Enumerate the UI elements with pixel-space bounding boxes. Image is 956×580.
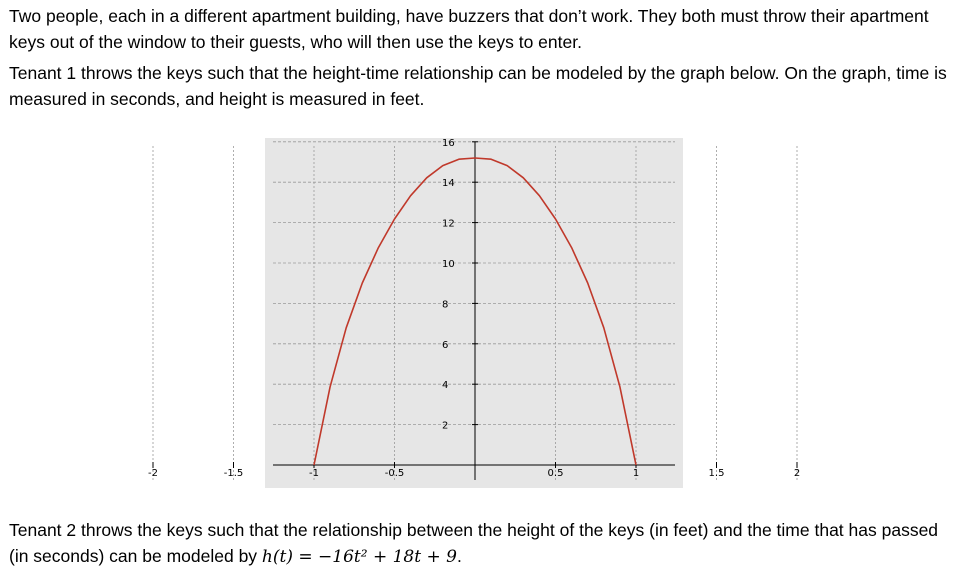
x-tick-label: 1 (632, 468, 640, 479)
x-tick-label: 2 (793, 468, 801, 479)
y-tick-label: 12 (442, 218, 455, 230)
x-tick-label: 1.5 (708, 468, 725, 479)
intro-paragraph: Two people, each in a different apartment building, have buzzers that don’t work. They both must throw their apartment keys out of the window to their guests, who will then use the keys to enter. (9, 6, 929, 52)
x-tick-label: -1.5 (223, 468, 244, 479)
height-time-graph (148, 137, 801, 488)
x-tick-label: -1 (309, 468, 319, 479)
x-tick-label: -0.5 (384, 468, 405, 479)
tenant1-paragraph: Tenant 1 throws the keys such that the height-time relationship can be modeled by the graph below. On the graph, time is measured in seconds, and height is measured in feet. (9, 63, 947, 109)
x-tick-label: -2 (148, 468, 158, 479)
y-tick-label: 8 (442, 299, 449, 311)
x-tick-label: 0.5 (547, 468, 564, 479)
tenant2-paragraph (9, 517, 949, 570)
tenant2-period: . (456, 546, 462, 566)
height-time-chart (148, 137, 801, 488)
y-tick-label: 4 (442, 380, 449, 392)
y-tick-label: 10 (442, 259, 455, 270)
axis-layer (153, 142, 797, 480)
y-tick-label: 14 (442, 178, 455, 190)
y-tick-label: 16 (442, 137, 455, 149)
y-tick-label: 6 (442, 339, 449, 351)
tenant2-text: Tenant 2 throws the keys such that the relationship between the height of the keys (in feet) and the time that has passed (in seconds) can be modeled by (9, 520, 939, 566)
y-tick-label: 2 (442, 420, 449, 432)
tenant2-formula: h(t) = −16t² + 18t + 9 (261, 547, 457, 567)
tick-label-layer (148, 138, 800, 479)
